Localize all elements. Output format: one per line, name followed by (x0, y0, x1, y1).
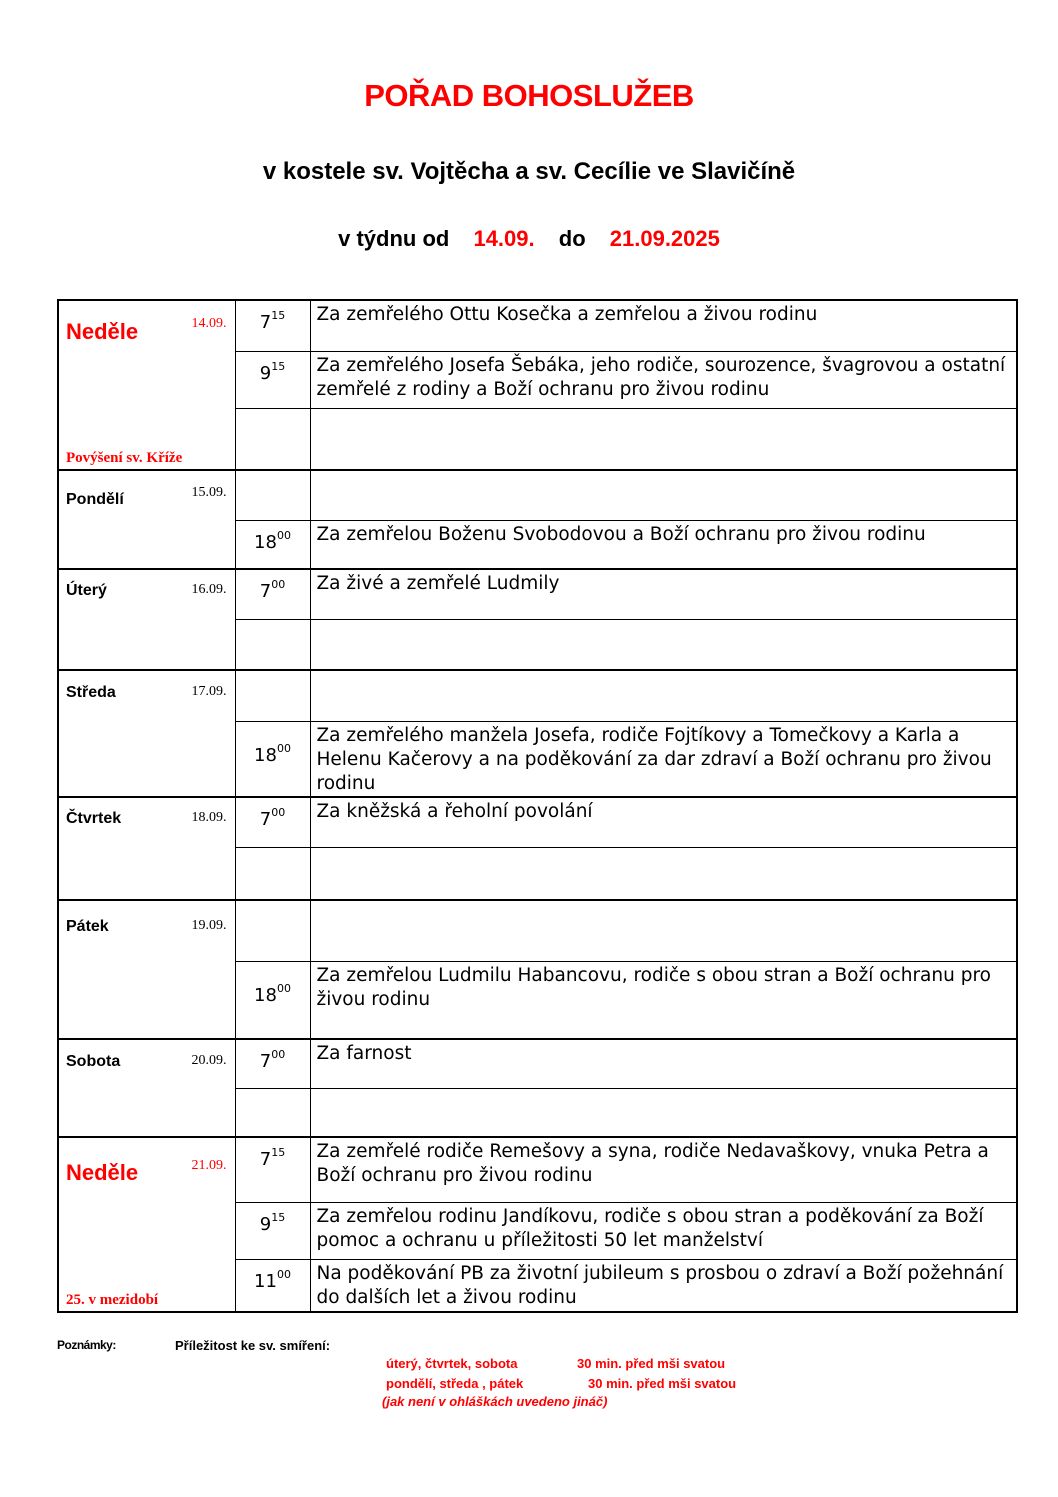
mass-time (254, 521, 291, 553)
mass-hour: 9 (259, 1214, 272, 1235)
week-mid: do (558, 226, 586, 251)
mass-hour: 7 (259, 312, 272, 333)
day-cell (58, 1039, 235, 1137)
mass-time (260, 301, 285, 333)
week-prefix: v týdnu od (338, 226, 450, 251)
day-cell (58, 797, 235, 900)
mass-minutes: 00 (276, 528, 291, 542)
schedule-row (58, 900, 1017, 962)
schedule-row (58, 1039, 1017, 1089)
day-cell (58, 670, 235, 797)
mass-minutes: 00 (271, 1047, 286, 1061)
schedule-row (58, 470, 1017, 520)
mass-hour: 7 (259, 808, 272, 830)
mass-intention: Za zemřelou Ludmilu Habancovu, rodiče s obou stran a Boží ochranu pro živou rodinu (310, 962, 1017, 1039)
day-date: 15.09. (191, 485, 227, 500)
mass-time-cell (235, 300, 310, 351)
mass-time-cell (235, 1260, 310, 1312)
day-date: 14.09. (191, 316, 227, 331)
day-cell (58, 569, 235, 670)
mass-intention: Za farnost (310, 1039, 1017, 1089)
mass-intention: Za zemřelé rodiče Remešovy a syna, rodiče Nedavaškovy, vnuka Petra a Boží ochranu pro živou rodinu (310, 1137, 1017, 1203)
mass-intention: Za živé a zemřelé Ludmily (310, 569, 1017, 619)
day-cell (58, 1137, 235, 1312)
mass-time (260, 798, 285, 830)
mass-intention: Na poděkování PB za životní jubileum s prosbou o zdraví a Boží požehnání do dalších let a živou rodinu (310, 1260, 1017, 1312)
mass-intention: Za zemřelého Ottu Kosečka a zemřelou a živou rodinu (310, 300, 1017, 351)
mass-minutes: 00 (276, 1268, 291, 1281)
mass-minutes: 00 (276, 741, 291, 755)
mass-time-cell (235, 900, 310, 962)
schedule-row (58, 1137, 1017, 1203)
mass-hour: 7 (259, 581, 272, 602)
day-name: Sobota (66, 1052, 121, 1070)
mass-hour: 9 (259, 362, 272, 384)
confession-line2-days: pondělí, středa , pátek (386, 1376, 524, 1391)
day-name: Neděle (66, 1159, 139, 1185)
mass-time (254, 722, 291, 766)
day-date: 20.09. (191, 1052, 227, 1068)
confession-line3: (jak není v ohláškách uvedeno jináč) (382, 1394, 608, 1409)
mass-intention (310, 670, 1017, 721)
page-title: POŘAD BOHOSLUŽEB (364, 78, 694, 113)
mass-hour: 18 (254, 985, 277, 1006)
mass-intention: Za kněžská a řeholní povolání (310, 797, 1017, 848)
schedule-row (58, 300, 1017, 351)
day-name: Pátek (66, 917, 109, 935)
day-cell (58, 300, 235, 470)
mass-intention (310, 900, 1017, 962)
mass-time (260, 1040, 285, 1072)
mass-time-cell (235, 408, 310, 470)
schedule-row (58, 569, 1017, 619)
mass-time-cell (235, 1203, 310, 1260)
mass-time-cell (235, 351, 310, 408)
mass-minutes: 00 (271, 578, 286, 591)
day-date: 17.09. (191, 684, 227, 699)
day-name: Úterý (66, 582, 107, 599)
confession-line2-time: 30 min. před mši svatou (588, 1376, 737, 1391)
mass-intention: Za zemřelou Boženu Svobodovou a Boží ochranu pro živou rodinu (310, 520, 1017, 569)
day-date: 21.09. (191, 1157, 227, 1173)
mass-time (260, 570, 285, 602)
mass-intention (310, 1089, 1017, 1137)
mass-intention (310, 470, 1017, 520)
week-range (0, 226, 1058, 252)
mass-minutes: 15 (271, 1145, 286, 1159)
day-name: Čtvrtek (66, 809, 122, 827)
mass-time-cell (235, 619, 310, 670)
mass-time-cell (235, 848, 310, 900)
mass-intention: Za zemřelou rodinu Jandíkovu, rodiče s obou stran a poděkování za Boží pomoc a ochranu u příležitosti 50 let manželství (310, 1203, 1017, 1260)
confession-line1-time: 30 min. před mši svatou (577, 1356, 726, 1371)
mass-intention (310, 848, 1017, 900)
mass-intention: Za zemřelého manžela Josefa, rodiče Fojtíkovy a Tomečkovy a Karla a Helenu Kačerovy a na poděkování za dar zdraví a Boží ochranu pro živou rodinu (310, 721, 1017, 797)
mass-time-cell (235, 670, 310, 721)
confession-heading: Příležitost ke sv. smíření: (175, 1338, 331, 1353)
day-name: Neděle (66, 319, 139, 344)
week-from-date: 14.09. (473, 226, 535, 251)
mass-intention (310, 408, 1017, 470)
mass-time-cell (235, 962, 310, 1039)
mass-time-cell (235, 1039, 310, 1089)
mass-time-cell (235, 520, 310, 569)
mass-minutes: 15 (271, 359, 286, 373)
mass-minutes: 00 (276, 982, 291, 995)
mass-time (254, 962, 291, 1006)
mass-intention (310, 619, 1017, 670)
mass-hour: 18 (254, 744, 277, 766)
mass-time (260, 352, 285, 384)
day-date: 18.09. (191, 809, 227, 825)
mass-hour: 7 (259, 1050, 272, 1072)
mass-hour: 11 (254, 1271, 277, 1292)
mass-time-cell (235, 1089, 310, 1137)
church-subtitle: v kostele sv. Vojtěcha a sv. Cecílie ve Slavičíně (262, 158, 796, 185)
mass-time (260, 1203, 285, 1235)
day-date: 16.09. (191, 582, 227, 597)
confession-line1-days: úterý, čtvrtek, sobota (386, 1356, 518, 1371)
mass-minutes: 15 (271, 1211, 286, 1224)
mass-time (260, 1138, 285, 1170)
week-to-date: 21.09.2025 (609, 226, 720, 251)
schedule-row (58, 670, 1017, 721)
mass-time-cell (235, 797, 310, 848)
mass-minutes: 15 (271, 309, 286, 322)
mass-time (254, 1260, 291, 1292)
day-name: Pondělí (66, 491, 124, 508)
day-date: 19.09. (191, 917, 227, 933)
mass-intention: Za zemřelého Josefa Šebáka, jeho rodiče, sourozence, švagrovou a ostatní zemřelé z rodiny a Boží ochranu pro živou rodinu (310, 351, 1017, 408)
mass-time-cell (235, 721, 310, 797)
notes-label: Poznámky: (57, 1338, 116, 1352)
schedule-row (58, 797, 1017, 848)
feast-label: Povýšení sv. Kříže (66, 450, 183, 466)
schedule-table (57, 299, 1018, 1313)
mass-time-cell (235, 470, 310, 520)
feast-label: 25. v mezidobí (66, 1291, 159, 1308)
mass-hour: 7 (259, 1148, 272, 1170)
day-cell (58, 470, 235, 569)
mass-minutes: 00 (271, 805, 286, 819)
day-name: Středa (66, 684, 116, 701)
mass-time-cell (235, 569, 310, 619)
mass-hour: 18 (254, 531, 277, 553)
mass-time-cell (235, 1137, 310, 1203)
day-cell (58, 900, 235, 1039)
